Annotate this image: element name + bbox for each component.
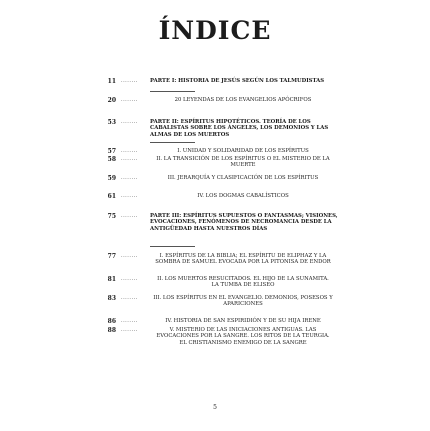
toc-page-number: 61 (107, 193, 116, 200)
toc-leader-dots: ........ (121, 253, 138, 259)
toc-page-number: 53 (107, 119, 116, 126)
toc-entry-title: III. JERARQUÍA Y CLASIFICACIÓN DE LOS ESPÍRITUS (167, 175, 319, 181)
toc-leader-dots: ........ (121, 78, 138, 84)
toc-entry-title: IV. HISTORIA DE SAN ESPIRIDIÓN Y DE SU HIJA IRENE (165, 318, 321, 324)
toc-leader-dots: ........ (121, 276, 138, 282)
toc-entry-title: II. LA TRANSICIÓN DE LOS ESPÍRITUS O EL MISTERIO DE LA MUERTE (156, 156, 330, 169)
page-number: 5 (213, 404, 217, 411)
toc-page-number: 58 (107, 156, 116, 163)
toc-leader-dots: ........ (121, 193, 138, 199)
toc-entry-title: III. LOS ESPÍRITUS EN EL EVANGELIO. DEMONIOS, POSESOS Y APARICIONES (153, 295, 333, 308)
toc-page-number: 77 (107, 253, 116, 260)
toc-page-number: 57 (107, 148, 116, 155)
toc-leader-dots: ........ (121, 156, 138, 162)
toc-leader-dots: ........ (121, 295, 138, 301)
section-divider (150, 246, 195, 247)
toc-leader-dots: ........ (121, 97, 138, 103)
toc-leader-dots: ........ (121, 327, 138, 333)
toc-leader-dots: ........ (121, 119, 138, 125)
toc-leader-dots: ........ (121, 213, 138, 219)
page-title: ÍNDICE (158, 16, 272, 45)
toc-entry-title: V. MISTERIO DE LAS INICIACIONES ANTIGUAS. LAS EVOCACIONES POR LA SANGRE. LOS RITOS DE LA TEURGIA. EL CRISTIANISMO ENEMIGO DE LA SANGRE (156, 327, 330, 346)
toc-leader-dots: ........ (121, 318, 138, 324)
section-divider (150, 91, 195, 92)
toc-page-number: 81 (107, 276, 116, 283)
toc-page-number: 75 (107, 213, 116, 220)
toc-page-number: 88 (107, 327, 116, 334)
toc-leader-dots: ........ (121, 148, 138, 154)
toc-entry-title: II. LOS MUERTOS RESUCITADOS. EL HIJO DE LA SUNAMITA. LA TUMBA DE ELISEO (157, 276, 329, 289)
toc-page-number: 11 (107, 78, 116, 85)
toc-page-number: 83 (107, 295, 116, 302)
toc-entry-title: PARTE II: ESPÍRITUS HIPOTÉTICOS. TEORÍA DE LOS CABALISTAS SOBRE LOS ÁNGELES, LOS DEMONIOS Y LAS ALMAS DE LOS MUERTOS (150, 119, 329, 138)
toc-page-number: 86 (107, 318, 116, 325)
toc-entry-title: IV. LOS DOGMAS CABALÍSTICOS (197, 193, 289, 199)
toc-entry-title: I. UNIDAD Y SOLIDARIDAD DE LOS ESPÍRITUS (177, 148, 309, 154)
section-divider (150, 142, 195, 143)
toc-leader-dots: ........ (121, 175, 138, 181)
toc-entry-title: 20 LEYENDAS DE LOS EVANGELIOS APÓCRIFOS (174, 97, 312, 103)
toc-entry-title: I. ESPÍRITUS DE LA BIBLIA; EL ESPÍRITU DE ELIPHAZ Y LA SOMBRA DE SAMUEL EVOCADA POR LA PITONISA DE ENDOR (155, 253, 331, 266)
toc-entry-title: PARTE III: ESPÍRITUS SUPUESTOS O FANTASMAS; VISIONES, EVOCACIONES, FENÓMENOS DE NECROMANCIA DESDE LA ANTIGÜEDAD HASTA NUESTROS DÍAS (150, 213, 338, 232)
toc-page-number: 20 (107, 97, 116, 104)
toc-page-number: 59 (107, 175, 116, 182)
toc-entry-title: PARTE I: HISTORIA DE JESÚS SEGÚN LOS TALMUDISTAS (150, 78, 325, 84)
